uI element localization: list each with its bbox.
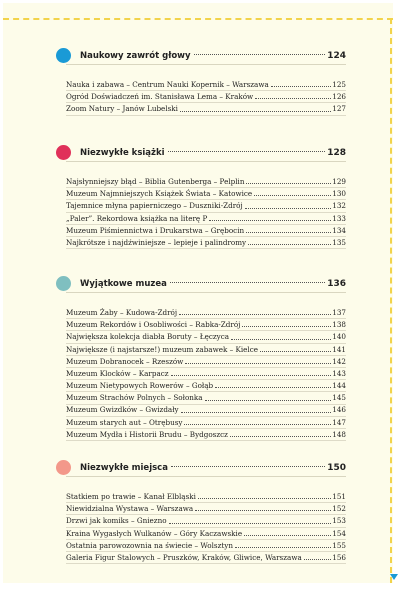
entry-page-number: 132 (332, 201, 346, 211)
toc-entry[interactable] (66, 200, 346, 212)
section-dot-icon (56, 276, 71, 291)
entry-page-number: 134 (332, 225, 346, 235)
section-title: Wyjątkowe muzea (80, 279, 167, 289)
toc-section (66, 276, 346, 441)
section-dot-icon (56, 460, 71, 475)
entry-page-number: 145 (332, 393, 346, 403)
entry-page-number: 125 (332, 79, 346, 89)
dot-leader (245, 208, 332, 209)
toc-entry[interactable] (66, 91, 346, 103)
entry-page-number: 143 (332, 368, 346, 378)
dot-leader (244, 535, 331, 536)
dot-leader (171, 466, 325, 467)
section-heading[interactable] (66, 276, 346, 293)
entry-page-number: 151 (332, 491, 346, 501)
entry-title: Muzeum Dobranocek – Rzeszów (66, 356, 184, 366)
entry-page-number: 152 (332, 504, 346, 514)
dashed-border-right (390, 18, 392, 583)
toc-entry[interactable] (66, 368, 346, 380)
entry-page-number: 140 (332, 332, 346, 342)
dot-leader (168, 151, 326, 152)
section-dot-icon (56, 48, 71, 63)
toc-entry[interactable] (66, 503, 346, 515)
entry-title: Muzeum Rekordów i Osobliwości – Rabka-Zdrój (66, 320, 241, 330)
toc-entry[interactable] (66, 417, 346, 429)
section-heading[interactable] (66, 48, 346, 65)
toc-entry[interactable] (66, 213, 346, 225)
toc-entry[interactable] (66, 356, 346, 368)
dot-leader (304, 559, 332, 560)
toc-entry[interactable] (66, 528, 346, 540)
entry-page-number: 142 (332, 356, 346, 366)
toc-entry[interactable] (66, 79, 346, 91)
entry-title: Muzeum Najmniejszych Książek Świata – Katowice (66, 189, 253, 199)
toc-entry[interactable] (66, 344, 346, 356)
toc-entry[interactable] (66, 319, 346, 331)
entry-page-number: 129 (332, 176, 346, 186)
entry-title: Muzeum Strachów Polnych – Sołonka (66, 393, 203, 403)
entry-title: Tajemnice młyna papierniczego – Duszniki-Zdrój (66, 201, 243, 211)
entry-page-number: 135 (332, 237, 346, 247)
entry-page-number: 155 (332, 540, 346, 550)
dot-leader (271, 86, 332, 87)
section-page-number: 136 (327, 279, 346, 289)
dot-leader (235, 547, 331, 548)
entry-page-number: 148 (332, 429, 346, 439)
dot-leader (198, 498, 331, 499)
toc-entry[interactable] (66, 429, 346, 441)
dot-leader (246, 232, 331, 233)
toc-section (66, 145, 346, 249)
dot-leader (248, 244, 331, 245)
dot-leader (180, 111, 331, 112)
dot-leader (231, 339, 331, 340)
entry-page-number: 144 (332, 381, 346, 391)
toc-section (66, 460, 346, 564)
entry-title: Galeria Figur Stalowych – Pruszków, Kraków, Gliwice, Warszawa (66, 552, 302, 562)
entry-page-number: 137 (332, 307, 346, 317)
dot-leader (255, 98, 331, 99)
toc-entry[interactable] (66, 540, 346, 552)
entry-title: „Paler”. Rekordowa książka na literę P (66, 213, 208, 223)
dot-leader (185, 363, 331, 364)
corner-arrow-icon[interactable] (389, 572, 399, 582)
entry-title: Niewidzialna Wystawa – Warszawa (66, 504, 194, 514)
dot-leader (195, 510, 331, 511)
entry-title: Najkrótsze i najdźwiniejsze – lepieje i palindromy (66, 237, 247, 247)
section-page-number: 128 (327, 148, 346, 158)
entry-title: Muzeum Gwizdków – Gwizdały (66, 405, 179, 415)
entry-title: Muzeum Nietypowych Rowerów – Gołąb (66, 381, 214, 391)
entry-page-number: 154 (332, 528, 346, 538)
toc-entry[interactable] (66, 405, 346, 417)
dot-leader (242, 326, 331, 327)
dot-leader (230, 436, 331, 437)
entry-title: Ogród Doświadczeń im. Stanisława Lema – Kraków (66, 92, 254, 102)
toc-entry[interactable] (66, 188, 346, 200)
entry-title: Ostatnia parowozownia na świecie – Wolsztyn (66, 540, 233, 550)
dot-leader (171, 375, 332, 376)
entry-page-number: 133 (332, 213, 346, 223)
entry-title: Kraina Wygasłych Wulkanów – Góry Kaczawskie (66, 528, 243, 538)
entry-page-number: 138 (332, 320, 346, 330)
toc-entry[interactable] (66, 331, 346, 343)
toc-entry[interactable] (66, 515, 346, 527)
entry-title: Największe (i najstarsze!) muzeum zabawek – Kielce (66, 344, 259, 354)
toc-entry[interactable] (66, 103, 346, 115)
entry-page-number: 153 (332, 516, 346, 526)
dashed-border-top (3, 18, 393, 20)
entry-title: Najsłynniejszy błąd – Biblia Gutenberga – Pelplin (66, 176, 245, 186)
entry-title: Nauka i zabawa – Centrum Nauki Kopernik – Warszawa (66, 79, 269, 89)
entry-title: Największa kolekcja diabła Boruty – Łęczyca (66, 332, 230, 342)
dot-leader (260, 351, 331, 352)
entry-page-number: 146 (332, 405, 346, 415)
entry-title: Muzeum Klocków – Karpacz (66, 368, 169, 378)
section-title: Naukowy zawrót głowy (80, 51, 191, 61)
dot-leader (179, 314, 331, 315)
toc-entry[interactable] (66, 380, 346, 392)
entry-page-number: 130 (332, 189, 346, 199)
dot-leader (170, 282, 325, 283)
section-heading[interactable] (66, 460, 346, 477)
entry-page-number: 147 (332, 417, 346, 427)
toc-entry[interactable] (66, 307, 346, 319)
entry-page-number: 127 (332, 104, 346, 114)
dot-leader (254, 195, 331, 196)
entry-page-number: 126 (332, 92, 346, 102)
toc-entry[interactable] (66, 176, 346, 188)
dot-leader (209, 220, 331, 221)
toc-entry[interactable] (66, 237, 346, 249)
toc-entry[interactable] (66, 491, 346, 503)
toc-entry[interactable] (66, 392, 346, 404)
entry-title: Drzwi jak komiks – Gniezno (66, 516, 167, 526)
dot-leader (246, 183, 331, 184)
entry-title: Muzeum Żaby – Kudowa-Zdrój (66, 307, 178, 317)
section-dot-icon (56, 145, 71, 160)
section-heading[interactable] (66, 145, 346, 162)
entry-page-number: 156 (332, 552, 346, 562)
section-page-number: 124 (327, 51, 346, 61)
dot-leader (194, 54, 326, 55)
dot-leader (181, 412, 332, 413)
dot-leader (184, 424, 331, 425)
entry-title: Muzeum Piśmiennictwa i Drukarstwa – Grębocin (66, 225, 245, 235)
entry-title: Statkiem po trawie – Kanał Elbląski (66, 491, 196, 501)
section-title: Niezwykłe miejsca (80, 463, 168, 473)
section-page-number: 150 (327, 463, 346, 473)
entry-page-number: 141 (332, 344, 346, 354)
section-title: Niezwykłe książki (80, 148, 165, 158)
entry-title: Zoom Natury – Janów Lubelski (66, 104, 178, 114)
dot-leader (215, 387, 331, 388)
dot-leader (205, 400, 332, 401)
dot-leader (169, 523, 332, 524)
entry-title: Muzeum Mydła i Historii Brudu – Bydgoszcz (66, 429, 228, 439)
toc-entry[interactable] (66, 225, 346, 237)
entry-title: Muzeum starych aut – Otrębusy (66, 417, 183, 427)
toc-section (66, 48, 346, 116)
toc-entry[interactable] (66, 552, 346, 564)
